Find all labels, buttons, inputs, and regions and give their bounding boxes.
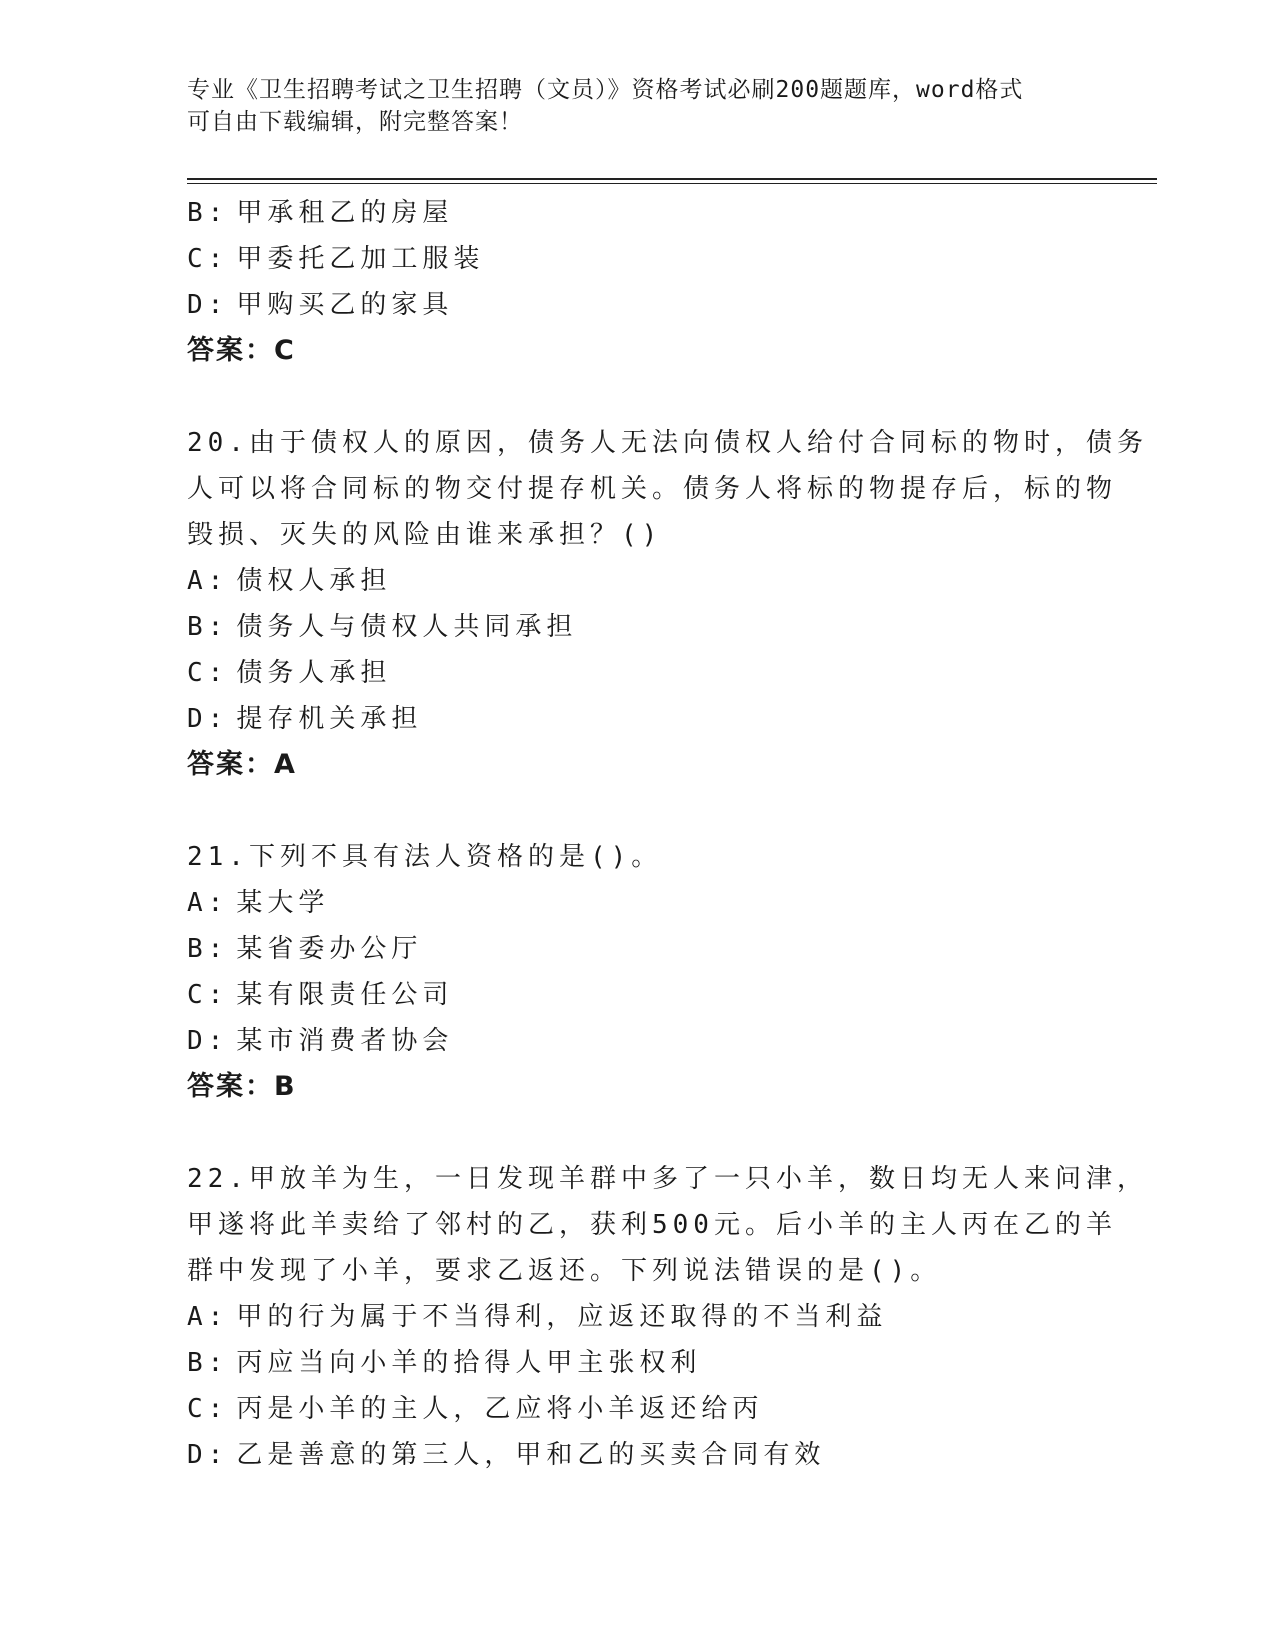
answer-line: 答案：C	[187, 335, 296, 366]
header-line-1: 专业《卫生招聘考试之卫生招聘（文员）》资格考试必刷200题题库，word格式	[187, 77, 1024, 103]
option-text: 甲购买乙的家具	[236, 290, 454, 320]
option-b	[187, 604, 1087, 650]
question-stem: 甲遂将此羊卖给了邻村的乙，获利500元。后小羊的主人丙在乙的羊	[187, 1210, 1117, 1240]
option-text: 提存机关承担	[236, 704, 423, 734]
option-text: 债权人承担	[236, 566, 392, 596]
option-text: 债务人与债权人共同承担	[236, 612, 578, 642]
header-divider	[187, 178, 1157, 180]
option-label: A:	[187, 566, 229, 596]
option-text: 甲的行为属于不当得利，应返还取得的不当利益	[236, 1302, 888, 1332]
option-text: 某大学	[236, 888, 330, 918]
prev-question	[187, 190, 1087, 374]
document-header	[187, 74, 1087, 138]
option-text: 某省委办公厅	[236, 934, 423, 964]
option-a	[187, 558, 1087, 604]
option-label: B:	[187, 934, 229, 964]
question-22	[187, 1156, 1148, 1478]
question-stem: 22.甲放羊为生，一日发现羊群中多了一只小羊，数日均无人来问津，	[187, 1164, 1148, 1194]
option-label: D:	[187, 1440, 229, 1470]
option-d	[187, 1432, 1087, 1478]
option-text: 丙应当向小羊的拾得人甲主张权利	[236, 1348, 702, 1378]
option-text: 甲委托乙加工服装	[236, 244, 485, 274]
option-text: 某市消费者协会	[236, 1026, 454, 1056]
option-label: D:	[187, 290, 229, 320]
question-stem: 人可以将合同标的物交付提存机关。债务人将标的物提存后，标的物	[187, 474, 1118, 504]
option-text: 某有限责任公司	[236, 980, 454, 1010]
option-text: 丙是小羊的主人，乙应将小羊返还给丙	[236, 1394, 764, 1424]
option-d	[187, 696, 1087, 742]
answer-line: 答案：A	[187, 749, 297, 780]
option-c	[187, 1386, 1087, 1432]
question-content	[187, 190, 1148, 1478]
question-stem: 20.由于债权人的原因，债务人无法向债权人给付合同标的物时，债务	[187, 428, 1148, 458]
option-text: 债务人承担	[236, 658, 392, 688]
question-stem: 21.下列不具有法人资格的是()。	[187, 842, 663, 872]
option-text: 甲承租乙的房屋	[236, 198, 454, 228]
option-c	[187, 236, 1087, 282]
question-21	[187, 834, 1087, 1110]
option-a	[187, 1294, 1087, 1340]
option-label: A:	[187, 1302, 229, 1332]
option-label: B:	[187, 612, 229, 642]
option-label: C:	[187, 658, 229, 688]
option-c	[187, 972, 1087, 1018]
option-label: B:	[187, 1348, 229, 1378]
option-label: C:	[187, 980, 229, 1010]
option-c	[187, 650, 1087, 696]
question-stem: 群中发现了小羊，要求乙返还。下列说法错误的是()。	[187, 1256, 942, 1286]
option-a	[187, 880, 1087, 926]
option-label: D:	[187, 1026, 229, 1056]
answer-line: 答案：B	[187, 1071, 297, 1102]
header-line-2: 可自由下载编辑，附完整答案！	[187, 109, 523, 135]
option-d	[187, 282, 1087, 328]
question-20	[187, 420, 1148, 788]
header-divider-thin	[187, 183, 1157, 184]
spacer	[187, 374, 1087, 420]
option-label: C:	[187, 1394, 229, 1424]
option-d	[187, 1018, 1087, 1064]
option-b	[187, 926, 1087, 972]
spacer	[187, 788, 1087, 834]
option-label: B:	[187, 198, 229, 228]
option-label: C:	[187, 244, 229, 274]
option-b	[187, 190, 1087, 236]
option-b	[187, 1340, 1087, 1386]
spacer	[187, 1110, 1087, 1156]
option-label: D:	[187, 704, 229, 734]
option-label: A:	[187, 888, 229, 918]
question-stem: 毁损、灭失的风险由谁来承担？()	[187, 520, 663, 550]
option-text: 乙是善意的第三人，甲和乙的买卖合同有效	[236, 1440, 826, 1470]
